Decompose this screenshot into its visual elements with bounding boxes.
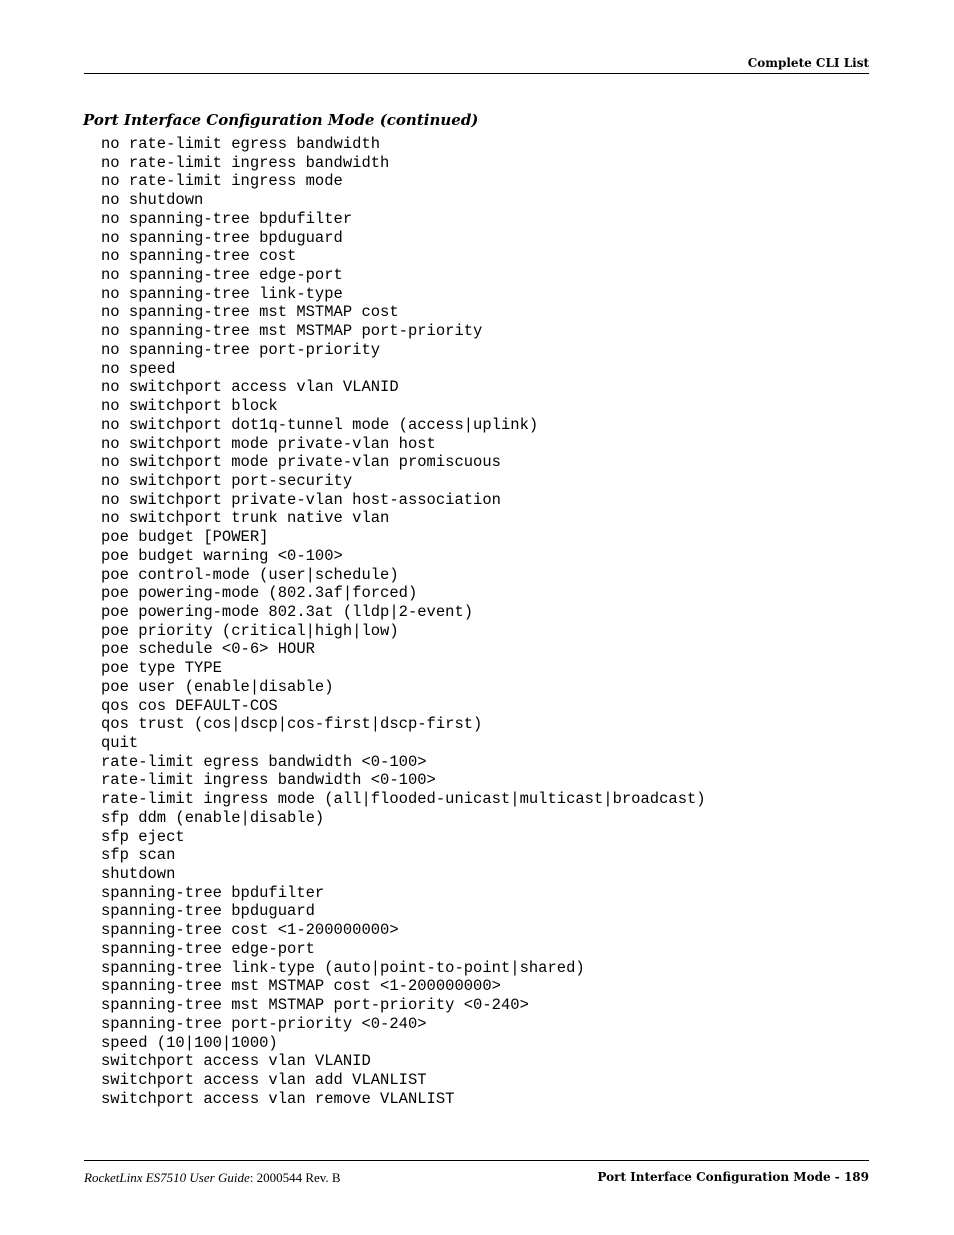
command-line: switchport access vlan remove VLANLIST <box>101 1089 455 1108</box>
command-line: no switchport trunk native vlan <box>101 509 390 528</box>
command-line: no switchport port-security <box>101 471 353 490</box>
command-line: rate-limit ingress mode (all|flooded-unicast|multicast|broadcast) <box>101 790 706 809</box>
command-line: no spanning-tree mst MSTMAP cost <box>101 303 399 322</box>
command-line: spanning-tree cost <1-200000000> <box>101 921 399 940</box>
command-line: quit <box>101 734 139 752</box>
command-line: qos trust (cos|dscp|cos-first|dscp-first) <box>101 715 483 734</box>
command-line: no spanning-tree link-type <box>101 284 343 303</box>
command-line: shutdown <box>101 865 176 884</box>
command-line: poe budget warning <0-100> <box>101 546 343 565</box>
command-line: spanning-tree mst MSTMAP cost <1-200000000> <box>101 977 501 996</box>
command-line: speed (10|100|1000) <box>101 1033 278 1052</box>
command-line: switchport access vlan VLANID <box>101 1052 371 1071</box>
command-line: no spanning-tree bpduguard <box>101 228 343 247</box>
running-header: Complete CLI List <box>747 56 869 70</box>
footer-page-label: Port Interface Configuration Mode - 189 <box>597 1170 869 1184</box>
section-heading: Port Interface Configuration Mode (continued) <box>83 111 479 129</box>
command-line: qos cos DEFAULT-COS <box>101 696 278 715</box>
footer-document-number: : 2000544 Rev. B <box>249 1170 341 1185</box>
command-line: no shutdown <box>101 191 204 210</box>
command-line: rate-limit ingress bandwidth <0-100> <box>101 771 436 790</box>
command-line: no switchport block <box>101 397 278 416</box>
footer-document-info <box>84 1170 341 1185</box>
footer-divider <box>84 1160 869 1161</box>
command-line: no speed <box>101 359 176 378</box>
command-line: poe powering-mode 802.3at (lldp|2-event) <box>101 602 474 621</box>
command-line: no rate-limit ingress bandwidth <box>101 153 390 172</box>
command-line: rate-limit egress bandwidth <0-100> <box>101 752 427 771</box>
command-line: poe priority (critical|high|low) <box>101 621 399 640</box>
command-line: sfp ddm (enable|disable) <box>101 808 325 827</box>
command-line: no spanning-tree port-priority <box>101 340 381 359</box>
command-line: spanning-tree bpdufilter <box>101 883 325 902</box>
command-line: poe budget [POWER] <box>101 528 269 547</box>
footer-product-name: RocketLinx ES7510 User Guide <box>84 1170 250 1185</box>
command-line: no switchport mode private-vlan promiscuous <box>101 453 501 472</box>
command-line: spanning-tree mst MSTMAP port-priority <0-240> <box>101 996 529 1015</box>
command-line: no switchport private-vlan host-association <box>101 490 501 509</box>
command-line: switchport access vlan add VLANLIST <box>101 1070 427 1089</box>
header-divider <box>84 73 869 74</box>
command-line: no switchport mode private-vlan host <box>101 434 436 453</box>
command-line: sfp scan <box>101 846 176 865</box>
command-line: spanning-tree bpduguard <box>101 902 315 921</box>
command-line: spanning-tree edge-port <box>101 939 315 958</box>
command-line: poe control-mode (user|schedule) <box>101 565 399 584</box>
command-list <box>101 135 706 1108</box>
command-line: no spanning-tree mst MSTMAP port-priority <box>101 322 483 341</box>
command-line: poe type TYPE <box>101 659 222 678</box>
command-line: spanning-tree link-type (auto|point-to-point|shared) <box>101 958 585 977</box>
command-line: poe user (enable|disable) <box>101 677 334 696</box>
command-line: no rate-limit ingress mode <box>101 172 343 191</box>
command-line: no spanning-tree edge-port <box>101 266 343 285</box>
command-line: no spanning-tree bpdufilter <box>101 209 353 228</box>
command-line: spanning-tree port-priority <0-240> <box>101 1014 427 1033</box>
command-line: poe schedule <0-6> HOUR <box>101 640 315 659</box>
command-line: no rate-limit egress bandwidth <box>101 135 381 153</box>
command-line: no spanning-tree cost <box>101 247 297 266</box>
command-line: poe powering-mode (802.3af|forced) <box>101 584 418 603</box>
command-line: no switchport access vlan VLANID <box>101 378 399 397</box>
command-line: no switchport dot1q-tunnel mode (access|uplink) <box>101 415 539 434</box>
command-line: sfp eject <box>101 827 185 846</box>
